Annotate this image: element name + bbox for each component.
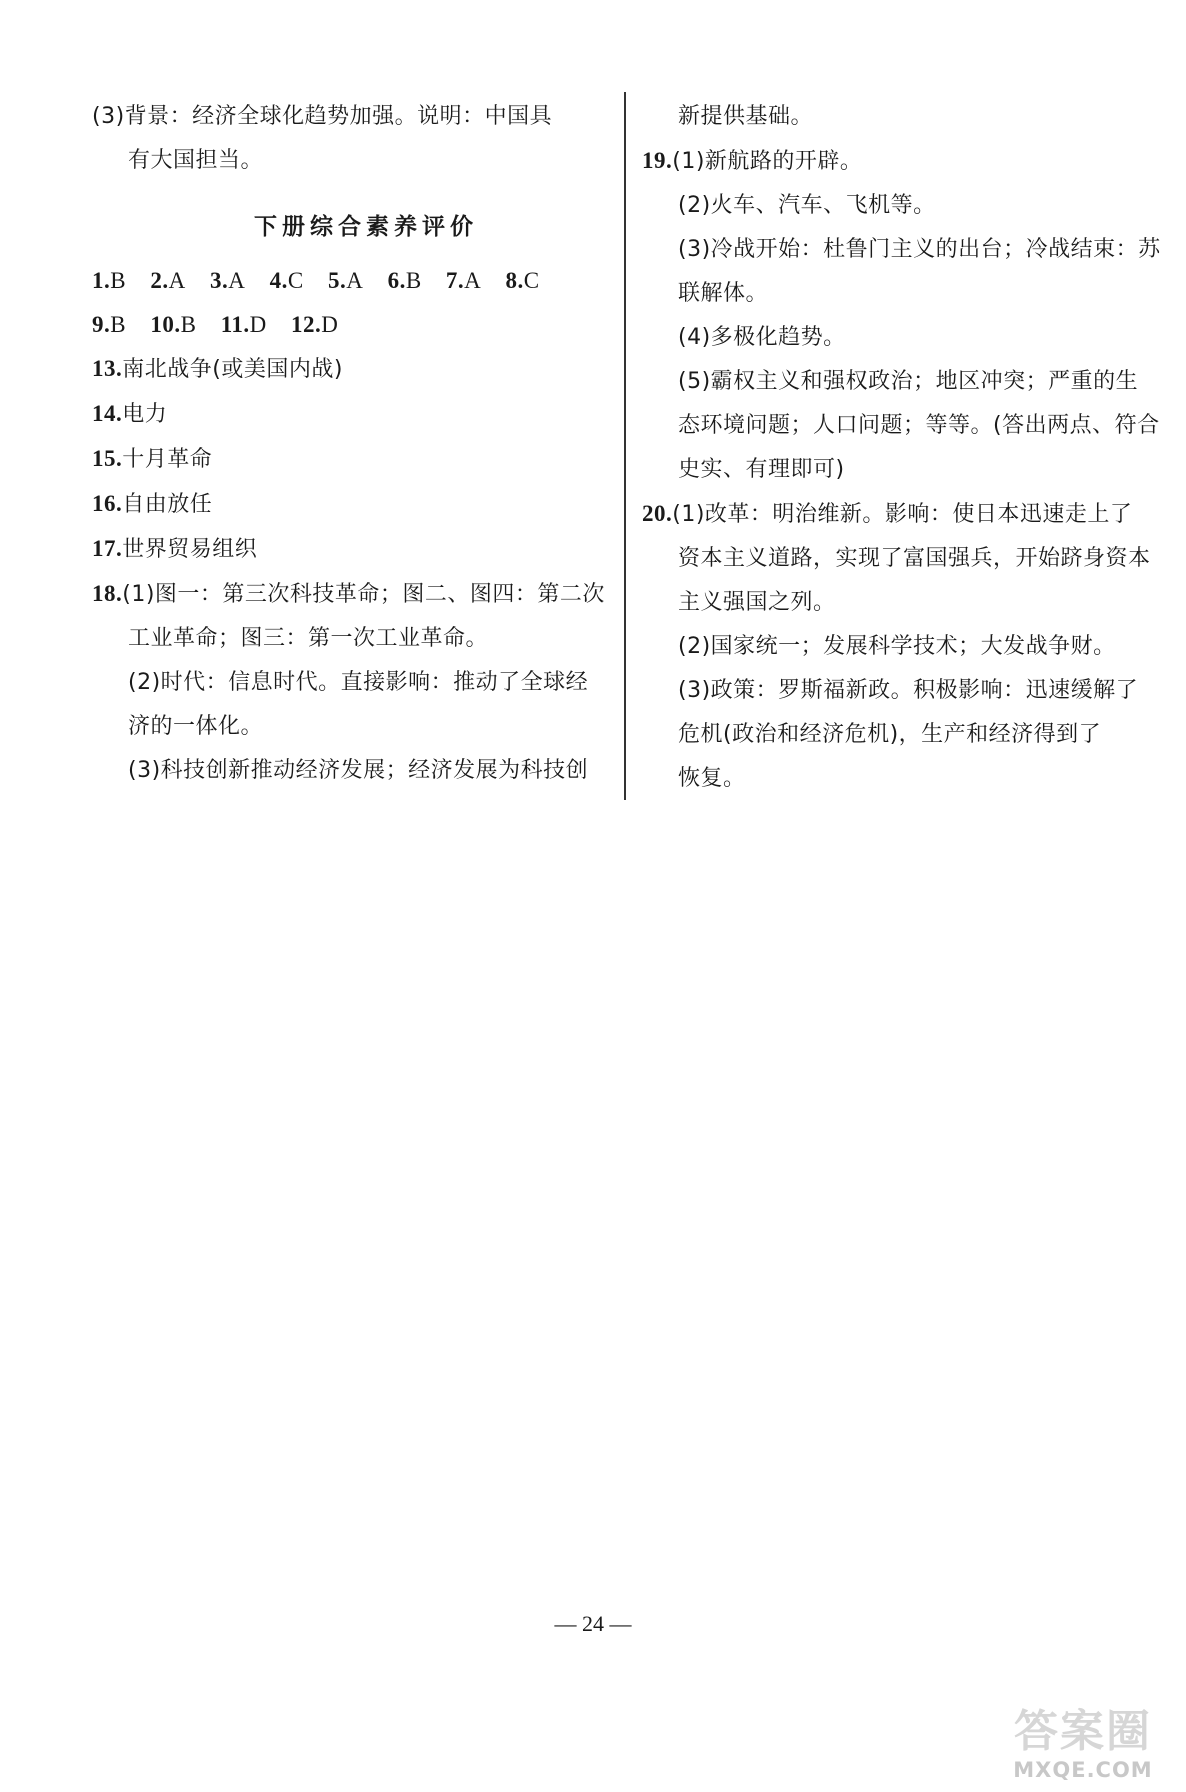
right-column — [642, 95, 1161, 801]
answer-20-line-1: 20.(1)改革：明治维新。影响：使日本迅速走上了 — [642, 501, 1133, 527]
answer-17: 17.世界贸易组织 — [92, 536, 258, 562]
answer-19-line: (5)霸权主义和强权政治；地区冲突；严重的生 — [678, 369, 1139, 394]
answer-20-line: 恢复。 — [678, 766, 746, 791]
answer-20-line: 危机(政治和经济危机)，生产和经济得到了 — [678, 722, 1102, 747]
watermark-logo — [994, 1706, 1172, 1784]
answer-20-line: (3)政策：罗斯福新政。积极影响：迅速缓解了 — [678, 678, 1139, 703]
watermark-url: MXQE.COM — [1013, 1758, 1153, 1782]
answer-20-line: 主义强国之列。 — [678, 590, 836, 615]
answer-18-continuation: 新提供基础。 — [678, 104, 814, 129]
answer-18-line: 济的一体化。 — [128, 714, 264, 739]
answer-15: 15.十月革命 — [92, 446, 213, 472]
answer-20-line: 资本主义道路，实现了富国强兵，开始跻身资本 — [678, 546, 1151, 571]
mc-answer: 8.C — [505, 268, 540, 293]
mc-answers-row-2 — [92, 303, 610, 347]
mc-answer: 2.A — [150, 268, 186, 293]
mc-answer: 4.C — [269, 268, 304, 293]
answer-19-line: (2)火车、汽车、飞机等。 — [678, 193, 936, 218]
mc-answer: 11.D — [220, 312, 267, 337]
q-intro-line-2: 有大国担当。 — [128, 148, 264, 173]
mc-answer: 7.A — [445, 268, 482, 293]
answer-18-line: 工业革命；图三：第一次工业革命。 — [128, 626, 489, 651]
answer-19-line-1: 19.(1)新航路的开辟。 — [642, 148, 863, 174]
answer-18-line: (2)时代：信息时代。直接影响：推动了全球经 — [128, 670, 589, 695]
column-divider — [624, 92, 626, 800]
answer-19-line: (3)冷战开始：杜鲁门主义的出台；冷战结束：苏 — [678, 237, 1161, 262]
mc-answer: 9.B — [92, 312, 127, 337]
answer-13: 13.南北战争(或美国内战) — [92, 356, 343, 382]
mc-answer: 5.A — [327, 268, 364, 293]
mc-answer: 1.B — [92, 268, 127, 293]
mc-answer: 3.A — [209, 268, 246, 293]
answer-18-line: (3)科技创新推动经济发展；经济发展为科技创 — [128, 758, 589, 783]
answer-19-line: (4)多极化趋势。 — [678, 325, 846, 350]
answer-20-line: (2)国家统一；发展科学技术；大发战争财。 — [678, 634, 1116, 659]
section-title: 下册综合素养评价 — [254, 214, 478, 240]
answer-19-line: 联解体。 — [678, 281, 769, 306]
mc-answers-row-1 — [92, 259, 610, 303]
answer-14: 14.电力 — [92, 401, 168, 427]
answer-19-line: 态环境问题；人口问题；等等。(答出两点、符合 — [678, 413, 1160, 438]
answer-16: 16.自由放任 — [92, 491, 213, 517]
mc-answer: 12.D — [291, 312, 339, 337]
page-number: — 24 — — [554, 1611, 632, 1636]
mc-answer: 10.B — [150, 312, 197, 337]
answer-18-line-1: 18.(1)图一：第三次科技革命；图二、图四：第二次 — [92, 581, 605, 607]
answer-19-line: 史实、有理即可) — [678, 457, 845, 482]
left-column — [92, 95, 610, 793]
mc-answer: 6.B — [387, 268, 422, 293]
q-intro-line-1: (3)背景：经济全球化趋势加强。说明：中国具 — [92, 104, 553, 129]
watermark-text: 答案圈 — [1014, 1706, 1152, 1757]
